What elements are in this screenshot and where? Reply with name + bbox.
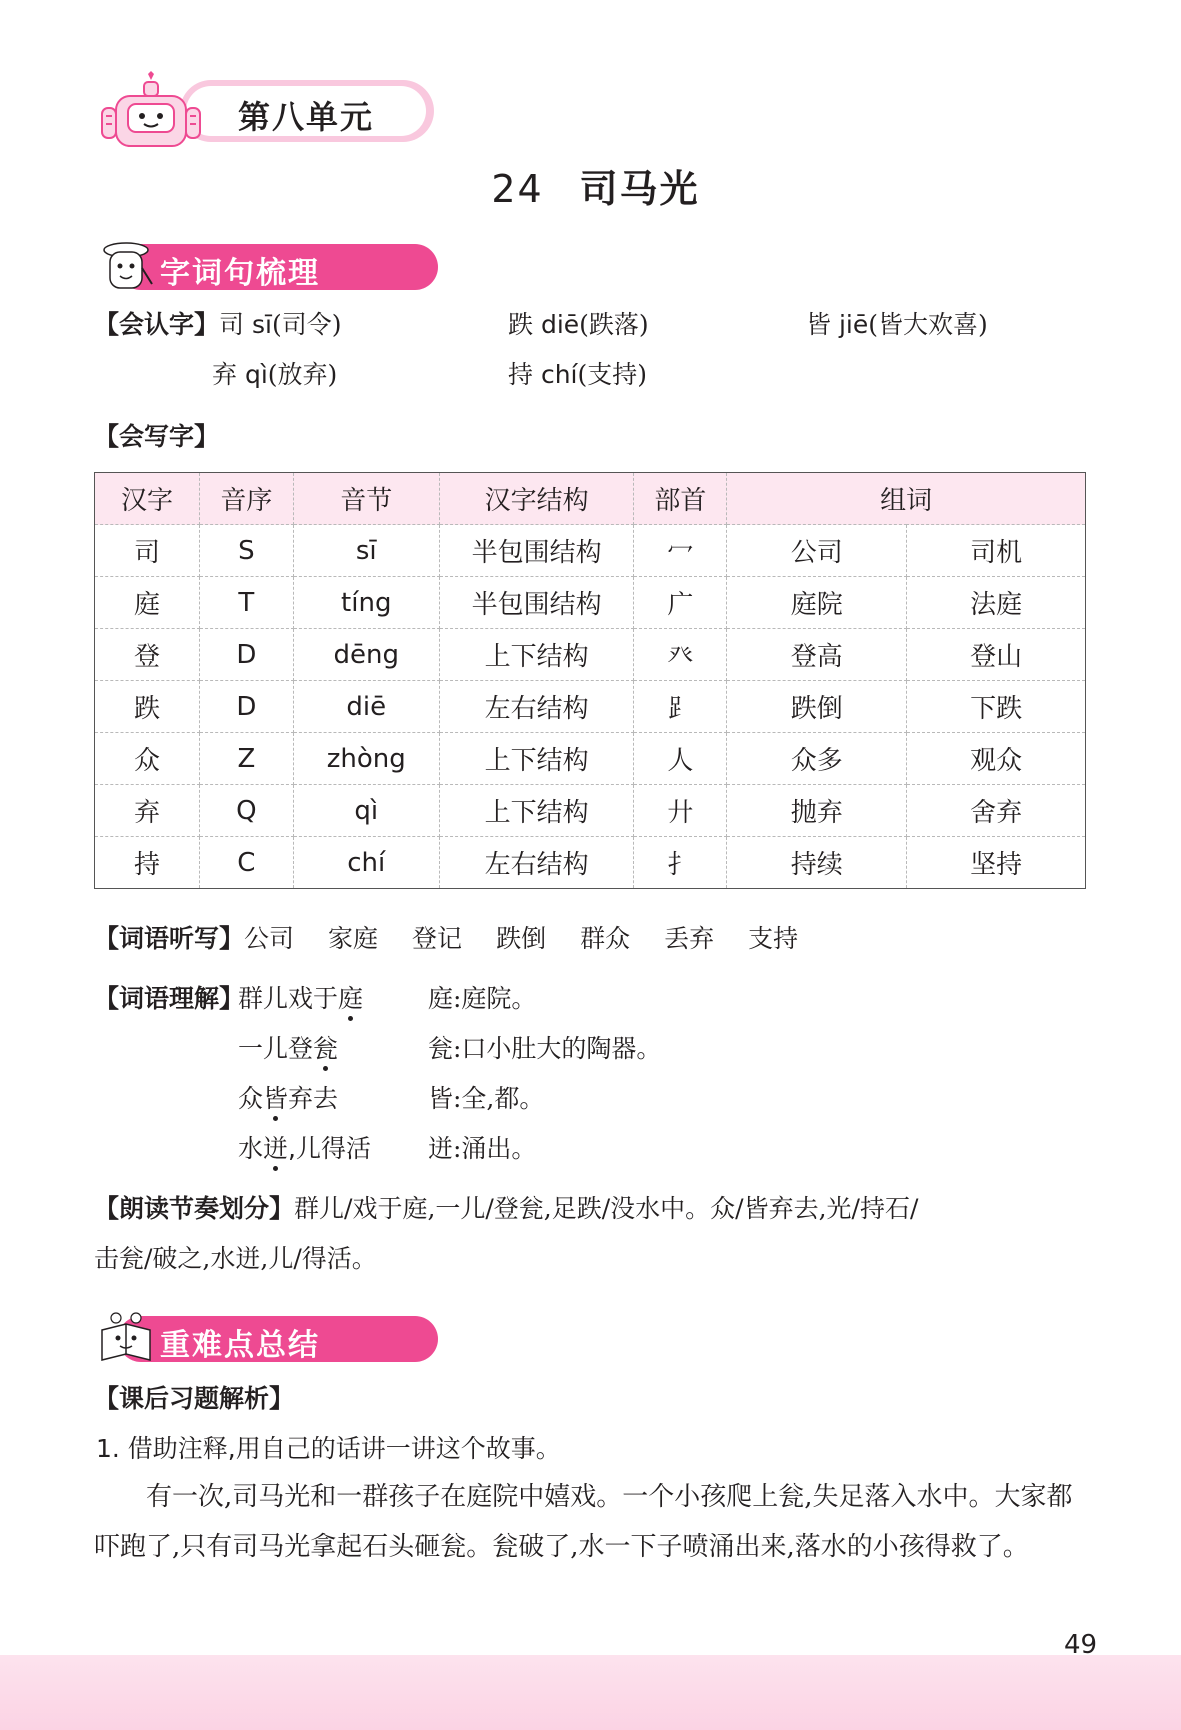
cell-syllable: qì xyxy=(293,785,439,837)
recognize-pinyin: jiē xyxy=(838,310,869,339)
cell-structure: 半包围结构 xyxy=(439,577,634,629)
cell-initial: S xyxy=(199,525,293,577)
dictation-word: 跌倒 xyxy=(496,924,547,953)
cell-word-1: 公司 xyxy=(727,525,907,577)
cell-syllable: zhòng xyxy=(293,733,439,785)
recognize-pinyin: qì xyxy=(244,360,268,389)
cell-word-1: 庭院 xyxy=(727,577,907,629)
understanding-explain: 瓮:口小肚大的陶器。 xyxy=(428,1034,662,1063)
rhythm-line-1 xyxy=(94,1192,918,1226)
table-row xyxy=(95,785,1086,837)
table-row xyxy=(95,733,1086,785)
table-row xyxy=(95,577,1086,629)
robot-mascot-icon xyxy=(98,70,218,150)
recognize-char: 弃 xyxy=(212,360,238,389)
rhythm-tag: 【朗读节奏划分】 xyxy=(94,1194,295,1223)
lesson-title xyxy=(0,158,1181,213)
cell-radical: ⻊ xyxy=(634,681,727,733)
cell-structure: 左右结构 xyxy=(439,837,634,889)
book-mascot-icon xyxy=(96,1310,156,1366)
recognize-item xyxy=(806,308,988,342)
cell-radical: 冖 xyxy=(634,525,727,577)
cell-word-2: 坚持 xyxy=(907,837,1086,889)
exercise-answer xyxy=(94,1472,1090,1572)
cell-word-2: 舍弃 xyxy=(907,785,1086,837)
cell-word-1: 抛弃 xyxy=(727,785,907,837)
dotted-char: 瓮 xyxy=(313,1034,339,1063)
section-keypoints-label: 重难点总结 xyxy=(160,1328,320,1363)
exercise-tag: 【课后习题解析】 xyxy=(94,1384,295,1413)
table-row xyxy=(95,629,1086,681)
cell-word-2: 下跌 xyxy=(907,681,1086,733)
understanding-explain: 庭:庭院。 xyxy=(428,984,537,1013)
lesson-number: 24 xyxy=(491,167,544,211)
recognize-word: (放弃) xyxy=(267,360,338,389)
understanding-phrase: 水迸,儿得活 xyxy=(238,1134,371,1163)
header-syllable: 音节 xyxy=(293,473,439,525)
scholar-mascot-icon xyxy=(96,238,156,294)
understanding-explain: 皆:全,都。 xyxy=(428,1084,545,1113)
recognize-word: (跌落) xyxy=(579,310,649,339)
dotted-char: 皆 xyxy=(263,1084,289,1113)
footer-band xyxy=(0,1655,1181,1730)
cell-structure: 上下结构 xyxy=(439,629,634,681)
recognize-item xyxy=(508,308,649,342)
cell-syllable: chí xyxy=(293,837,439,889)
rhythm-text: 群儿/戏于庭,一儿/登瓮,足跌/没水中。众/皆弃去,光/持石/ xyxy=(294,1194,919,1223)
understanding-phrase: 众皆弃去 xyxy=(238,1084,339,1113)
write-table xyxy=(94,472,1086,889)
understanding-phrase: 群儿戏于庭 xyxy=(238,984,364,1013)
cell-initial: D xyxy=(199,681,293,733)
recognize-line-1 xyxy=(94,308,341,342)
cell-char: 登 xyxy=(95,629,200,681)
cell-initial: Q xyxy=(199,785,293,837)
cell-structure: 上下结构 xyxy=(439,733,634,785)
cell-word-2: 观众 xyxy=(907,733,1086,785)
header-initial: 音序 xyxy=(199,473,293,525)
recognize-word: (司令) xyxy=(271,310,342,339)
header-char: 汉字 xyxy=(95,473,200,525)
dictation-word: 公司 xyxy=(244,924,295,953)
cell-initial: C xyxy=(199,837,293,889)
cell-char: 持 xyxy=(95,837,200,889)
recognize-item xyxy=(508,358,647,392)
cell-word-2: 法庭 xyxy=(907,577,1086,629)
dictation-word: 登记 xyxy=(412,924,463,953)
dotted-char: 庭 xyxy=(338,984,364,1013)
dictation-word: 群众 xyxy=(580,924,631,953)
recognize-char: 司 xyxy=(219,310,245,339)
cell-structure: 上下结构 xyxy=(439,785,634,837)
cell-syllable: diē xyxy=(293,681,439,733)
cell-radical: 扌 xyxy=(634,837,727,889)
understanding-explain: 迸:涌出。 xyxy=(428,1134,537,1163)
recognize-word: (皆大欢喜) xyxy=(868,310,988,339)
recognize-pinyin: sī xyxy=(251,310,272,339)
cell-radical: 癶 xyxy=(634,629,727,681)
recognize-char: 皆 xyxy=(806,310,832,339)
recognize-item xyxy=(212,358,337,392)
dictation-word: 家庭 xyxy=(328,924,379,953)
cell-char: 司 xyxy=(95,525,200,577)
table-row xyxy=(95,525,1086,577)
table-row xyxy=(95,837,1086,889)
write-tag: 【会写字】 xyxy=(94,422,220,451)
cell-structure: 半包围结构 xyxy=(439,525,634,577)
header-words: 组词 xyxy=(727,473,1086,525)
unit-banner xyxy=(98,70,434,150)
cell-word-1: 登高 xyxy=(727,629,907,681)
dictation-word: 丢弃 xyxy=(664,924,715,953)
recognize-char: 持 xyxy=(508,360,534,389)
understanding-phrase: 一儿登瓮 xyxy=(238,1034,339,1063)
table-row xyxy=(95,681,1086,733)
dictation-line xyxy=(94,922,798,956)
section-words-pill xyxy=(96,242,441,292)
recognize-pinyin: diē xyxy=(540,310,580,339)
cell-syllable: sī xyxy=(293,525,439,577)
cell-initial: Z xyxy=(199,733,293,785)
recognize-pinyin: chí xyxy=(540,360,578,389)
cell-word-2: 司机 xyxy=(907,525,1086,577)
cell-radical: 廾 xyxy=(634,785,727,837)
cell-word-1: 持续 xyxy=(727,837,907,889)
dictation-word: 支持 xyxy=(748,924,799,953)
dotted-char: 迸 xyxy=(263,1134,289,1163)
section-words-label: 字词句梳理 xyxy=(160,256,320,291)
exercise-answer-text: 有一次,司马光和一群孩子在庭院中嬉戏。一个小孩爬上瓮,失足落入水中。大家都吓跑了,只有司马光拿起石头砸瓮。瓮破了,水一下子喷涌出来,落水的小孩得救了。 xyxy=(94,1482,1073,1562)
cell-initial: D xyxy=(199,629,293,681)
cell-word-1: 众多 xyxy=(727,733,907,785)
recognize-word: (支持) xyxy=(577,360,648,389)
cell-char: 弃 xyxy=(95,785,200,837)
cell-word-1: 跌倒 xyxy=(727,681,907,733)
understanding-tag: 【词语理解】 xyxy=(94,984,245,1013)
cell-char: 跌 xyxy=(95,681,200,733)
rhythm-line-2: 击瓮/破之,水迸,儿/得活。 xyxy=(94,1244,377,1273)
exercise-question: 1. 借助注释,用自己的话讲一讲这个故事。 xyxy=(96,1434,561,1463)
cell-char: 众 xyxy=(95,733,200,785)
cell-radical: 人 xyxy=(634,733,727,785)
section-keypoints-pill xyxy=(96,1314,441,1364)
header-radical: 部首 xyxy=(634,473,727,525)
cell-char: 庭 xyxy=(95,577,200,629)
lesson-name: 司马光 xyxy=(579,167,700,211)
header-structure: 汉字结构 xyxy=(439,473,634,525)
cell-radical: 广 xyxy=(634,577,727,629)
recognize-tag: 【会认字】 xyxy=(94,310,220,339)
dictation-tag: 【词语听写】 xyxy=(94,924,245,953)
cell-syllable: tíng xyxy=(293,577,439,629)
cell-syllable: dēng xyxy=(293,629,439,681)
table-header-row xyxy=(95,473,1086,525)
cell-word-2: 登山 xyxy=(907,629,1086,681)
page-number: 49 xyxy=(1064,1630,1098,1660)
recognize-char: 跌 xyxy=(508,310,534,339)
cell-initial: T xyxy=(199,577,293,629)
unit-title: 第八单元 xyxy=(238,98,375,136)
cell-structure: 左右结构 xyxy=(439,681,634,733)
